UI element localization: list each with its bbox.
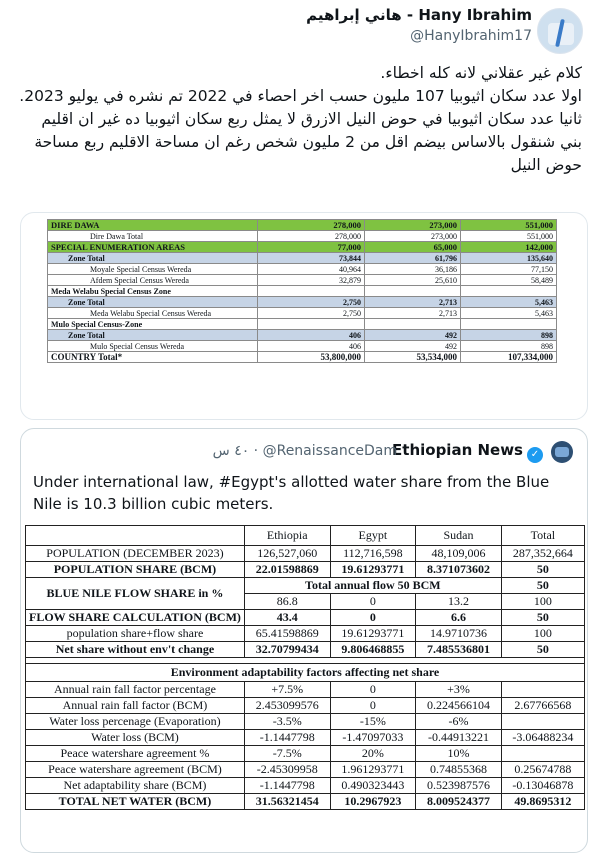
water-value (501, 682, 584, 698)
water-value: 7.485536801 (416, 642, 502, 658)
census-value (258, 286, 365, 297)
water-label: Peace watershare agreement % (26, 746, 245, 762)
census-row (48, 286, 557, 297)
quoted-handle: @RenaissanceDam (262, 443, 397, 459)
water-value: 31.56321454 (244, 794, 330, 810)
census-row (48, 308, 557, 319)
water-label: Annual rain fall factor percentage (26, 682, 245, 698)
census-row (48, 352, 557, 363)
census-label: Afdem Special Census Wereda (48, 275, 258, 286)
water-label: Peace watershare agreement (BCM) (26, 762, 245, 778)
census-row (48, 231, 557, 242)
water-value: 19.61293771 (330, 626, 416, 642)
water-value: 100 (501, 626, 584, 642)
census-value (461, 286, 557, 297)
census-label: Meda Welabu Special Census Zone (48, 286, 258, 297)
census-value: 492 (365, 341, 461, 352)
water-value: 20% (330, 746, 416, 762)
census-value: 551,000 (461, 231, 557, 242)
quoted-meta: ٤٠ س · @RenaissanceDam (212, 443, 397, 459)
census-value: 73,844 (258, 253, 365, 264)
water-value: Sudan (416, 526, 502, 546)
water-value (501, 714, 584, 730)
water-row (26, 682, 585, 698)
water-row (26, 642, 585, 658)
tweet-header (0, 0, 608, 56)
census-label: Zone Total (48, 330, 258, 341)
water-value: -3.5% (244, 714, 330, 730)
census-value: 135,640 (461, 253, 557, 264)
census-value: 5,463 (461, 297, 557, 308)
water-value: Total (501, 526, 584, 546)
census-value: 142,000 (461, 242, 557, 253)
census-label: Mulo Special Census Wereda (48, 341, 258, 352)
tweet-line: كلام غير عقلاني لانه كله اخطاء. (380, 64, 582, 82)
water-value: 50 (501, 562, 584, 578)
water-value: 1.961293771 (330, 762, 416, 778)
census-value: 77,150 (461, 264, 557, 275)
census-value: 406 (258, 341, 365, 352)
census-value: 2,713 (365, 297, 461, 308)
census-value: 65,000 (365, 242, 461, 253)
water-value: 48,109,006 (416, 546, 502, 562)
water-value: -1.1447798 (244, 778, 330, 794)
water-row (26, 730, 585, 746)
water-value: -7.5% (244, 746, 330, 762)
water-value: -15% (330, 714, 416, 730)
quoted-tweet[interactable] (20, 428, 588, 853)
water-row (26, 794, 585, 810)
water-value: 50 (501, 610, 584, 626)
water-value: 10.2967923 (330, 794, 416, 810)
water-value: Egypt (330, 526, 416, 546)
census-row (48, 275, 557, 286)
water-label: FLOW SHARE CALCULATION (BCM) (26, 610, 245, 626)
water-row (26, 526, 585, 546)
water-value: Ethiopia (244, 526, 330, 546)
census-value (365, 319, 461, 330)
water-row (26, 762, 585, 778)
census-label: SPECIAL ENUMERATION AREAS (48, 242, 258, 253)
water-value: 43.4 (244, 610, 330, 626)
census-value: 273,000 (365, 231, 461, 242)
census-label: Zone Total (48, 253, 258, 264)
author-name[interactable]: Hany Ibrahim - هاني إبراهيم (306, 6, 532, 24)
author-avatar[interactable] (537, 8, 583, 54)
census-value: 898 (461, 341, 557, 352)
water-value: 10% (416, 746, 502, 762)
water-value: 0.523987576 (416, 778, 502, 794)
water-value: 32.70799434 (244, 642, 330, 658)
census-value: 107,334,000 (461, 352, 557, 363)
water-row (26, 578, 585, 594)
quoted-author-avatar[interactable] (551, 441, 573, 463)
water-value: 50 (501, 642, 584, 658)
census-value: 2,750 (258, 308, 365, 319)
water-value: Total annual flow 50 BCM (244, 578, 501, 594)
quoted-time: ٤٠ س (212, 443, 250, 459)
water-value: 0.74855368 (416, 762, 502, 778)
water-value: -0.44913221 (416, 730, 502, 746)
water-value: 8.371073602 (416, 562, 502, 578)
census-value (258, 319, 365, 330)
water-value: 22.01598869 (244, 562, 330, 578)
water-value: 287,352,664 (501, 546, 584, 562)
census-row (48, 341, 557, 352)
water-label: POPULATION (DECEMBER 2023) (26, 546, 245, 562)
census-value: 278,000 (258, 231, 365, 242)
water-value: 0.490323443 (330, 778, 416, 794)
water-value: 2.453099576 (244, 698, 330, 714)
water-share-table (25, 525, 585, 810)
census-value (365, 286, 461, 297)
water-value: 2.67766568 (501, 698, 584, 714)
census-value: 40,964 (258, 264, 365, 275)
quoted-name-text: Ethiopian News (392, 441, 523, 459)
census-value: 53,534,000 (365, 352, 461, 363)
census-value: 551,000 (461, 220, 557, 231)
water-row (26, 714, 585, 730)
water-value: 19.61293771 (330, 562, 416, 578)
water-row (26, 698, 585, 714)
water-label: 86.8 (244, 594, 330, 610)
quoted-text: Under international law, #Egypt's allotted water share from the Blue Nile is 10.3 billion cubic meters. (33, 473, 550, 513)
census-value: 32,879 (258, 275, 365, 286)
author-handle[interactable]: @HanyIbrahim17 (410, 28, 532, 44)
water-value: 49.8695312 (501, 794, 584, 810)
water-value: 0.224566104 (416, 698, 502, 714)
tweet-line: ثانيا عدد سكان اثيوبيا في حوض النيل الازرق لا يمثل ربع سكان اثيوبيا ده غير ان اقليم بني شنقول بالاساس بيضم اقل من 2 مليون شخص رغم ان مساحة الاقليم ربع مساحة حوض النيل (34, 110, 582, 174)
water-value: 6.6 (416, 610, 502, 626)
water-label: Environment adaptability factors affecting net share (26, 664, 585, 682)
water-value (501, 746, 584, 762)
water-value: -6% (416, 714, 502, 730)
water-value: 9.806468855 (330, 642, 416, 658)
tweet-text (17, 62, 582, 177)
census-label: COUNTRY Total* (48, 352, 258, 363)
water-value: 8.009524377 (416, 794, 502, 810)
water-value: -3.06488234 (501, 730, 584, 746)
census-value: 492 (365, 330, 461, 341)
census-row (48, 253, 557, 264)
census-value: 61,796 (365, 253, 461, 264)
water-row (26, 562, 585, 578)
water-row (26, 626, 585, 642)
water-label: Annual rain fall factor (BCM) (26, 698, 245, 714)
water-row (26, 746, 585, 762)
water-value: 0 (330, 594, 416, 610)
water-value: 14.9710736 (416, 626, 502, 642)
water-row (26, 546, 585, 562)
water-row (26, 610, 585, 626)
water-label: Water loss percenage (Evaporation) (26, 714, 245, 730)
census-value: 5,463 (461, 308, 557, 319)
water-value: -1.1447798 (244, 730, 330, 746)
census-table (47, 219, 557, 363)
water-label: Net adaptability share (BCM) (26, 778, 245, 794)
census-value: 2,750 (258, 297, 365, 308)
water-value: 50 (501, 578, 584, 594)
census-label: Zone Total (48, 297, 258, 308)
census-label: Meda Welabu Special Census Wereda (48, 308, 258, 319)
census-row (48, 319, 557, 330)
quoted-author-name[interactable] (392, 441, 543, 463)
tweet-image-census[interactable] (20, 212, 588, 420)
water-value: 0 (330, 698, 416, 714)
water-value: 126,527,060 (244, 546, 330, 562)
water-label: POPULATION SHARE (BCM) (26, 562, 245, 578)
water-label: TOTAL NET WATER (BCM) (26, 794, 245, 810)
census-value: 273,000 (365, 220, 461, 231)
water-label: BLUE NILE FLOW SHARE in % (26, 578, 245, 610)
census-row (48, 220, 557, 231)
census-row (48, 297, 557, 308)
water-value: +3% (416, 682, 502, 698)
census-value: 898 (461, 330, 557, 341)
census-value: 406 (258, 330, 365, 341)
tweet-line: اولا عدد سكان اثيوبيا 107 مليون حسب اخر احصاء في 2022 تم نشره في يوليو 2023. (19, 87, 582, 105)
water-value: 100 (501, 594, 584, 610)
census-value (461, 319, 557, 330)
census-row (48, 264, 557, 275)
water-row (26, 778, 585, 794)
water-value: -0.13046878 (501, 778, 584, 794)
water-label: population share+flow share (26, 626, 245, 642)
census-value: 2,713 (365, 308, 461, 319)
census-value: 53,800,000 (258, 352, 365, 363)
water-row (26, 664, 585, 682)
water-label (26, 526, 245, 546)
water-value: 112,716,598 (330, 546, 416, 562)
census-label: Moyale Special Census Wereda (48, 264, 258, 275)
water-label: Water loss (BCM) (26, 730, 245, 746)
census-row (48, 330, 557, 341)
census-row (48, 242, 557, 253)
census-value: 278,000 (258, 220, 365, 231)
water-value: 0.25674788 (501, 762, 584, 778)
water-value: +7.5% (244, 682, 330, 698)
water-value: 0 (330, 682, 416, 698)
census-label: Mulo Special Census-Zone (48, 319, 258, 330)
census-value: 25,610 (365, 275, 461, 286)
water-value: 13.2 (416, 594, 502, 610)
water-value: 0 (330, 610, 416, 626)
census-value: 58,489 (461, 275, 557, 286)
census-label: Dire Dawa Total (48, 231, 258, 242)
verified-badge-icon: ✓ (527, 447, 543, 463)
water-value: -1.47097033 (330, 730, 416, 746)
water-label: Net share without env't change (26, 642, 245, 658)
census-value: 77,000 (258, 242, 365, 253)
census-value: 36,186 (365, 264, 461, 275)
census-label: DIRE DAWA (48, 220, 258, 231)
water-value: 65.41598869 (244, 626, 330, 642)
water-value: -2.45309958 (244, 762, 330, 778)
